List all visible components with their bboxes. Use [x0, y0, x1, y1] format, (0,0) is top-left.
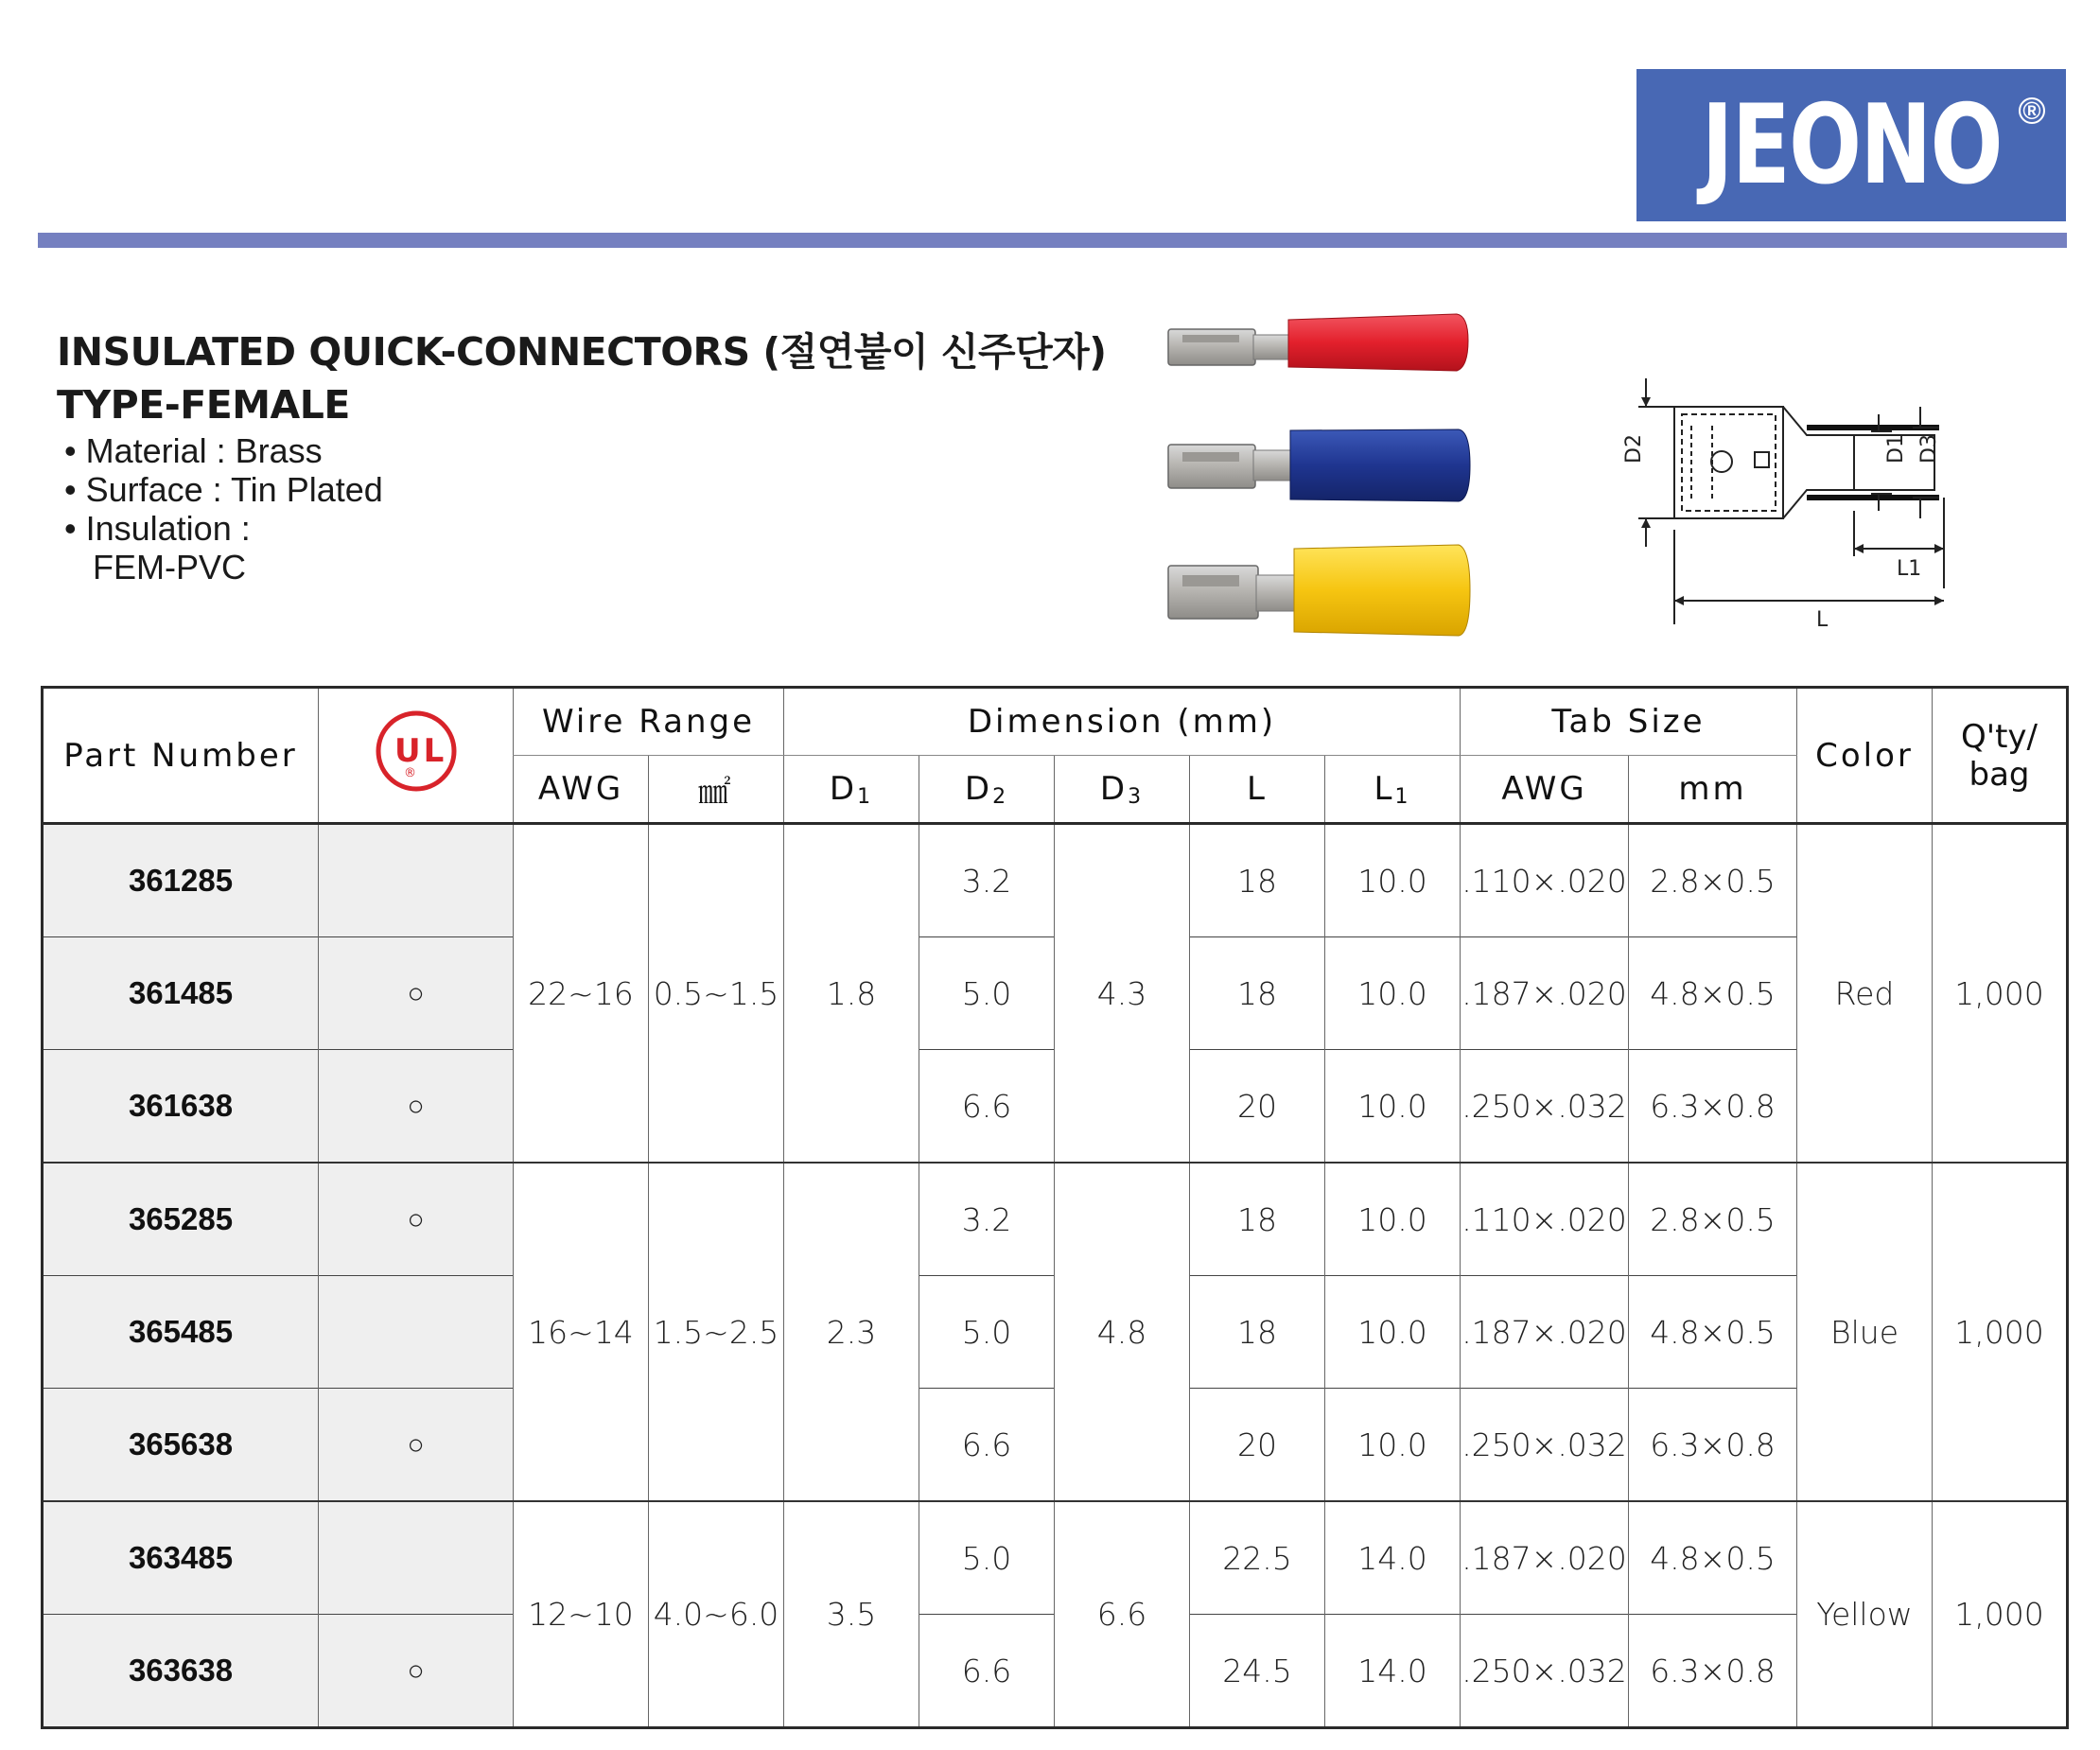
part-number-cell: 363485	[43, 1501, 319, 1615]
ul-cell	[319, 1276, 514, 1389]
header-awg: AWG	[514, 756, 649, 824]
dimension-diagram	[1618, 369, 2015, 634]
l1-cell: 14.0	[1325, 1615, 1461, 1728]
header-qty	[1933, 688, 2068, 824]
qty-cell: 1,000	[1933, 1163, 2068, 1501]
l-cell: 18	[1190, 937, 1325, 1050]
header-rule	[38, 233, 2067, 248]
d3-cell: 4.3	[1055, 824, 1190, 1164]
tab-awg-cell: .250×.032	[1461, 1050, 1629, 1164]
diagram-label-d2: D2	[1622, 434, 1646, 464]
l1-cell: 10.0	[1325, 1163, 1461, 1276]
diagram-label-l1: L1	[1897, 557, 1922, 581]
tab-awg-cell: .187×.020	[1461, 1276, 1629, 1389]
part-number-cell: 361485	[43, 937, 319, 1050]
l1-cell: 10.0	[1325, 937, 1461, 1050]
d1-cell: 3.5	[784, 1501, 919, 1728]
d2-cell: 3.2	[919, 824, 1055, 937]
spec-insulation: • Insulation :	[64, 509, 251, 548]
tab-awg-cell: .187×.020	[1461, 937, 1629, 1050]
part-number-cell: 365638	[43, 1389, 319, 1502]
tab-mm-cell: 6.3×0.8	[1629, 1615, 1797, 1728]
d2-cell: 6.6	[919, 1389, 1055, 1502]
mm2-cell: 4.0~6.0	[649, 1501, 784, 1728]
d2-cell: 3.2	[919, 1163, 1055, 1276]
ul-cell: ○	[319, 937, 514, 1050]
l-cell: 20	[1190, 1050, 1325, 1164]
header-wire-range: Wire Range	[514, 688, 784, 756]
tab-awg-cell: .250×.032	[1461, 1615, 1629, 1728]
l-cell: 22.5	[1190, 1501, 1325, 1615]
brand-name: JEONO	[1701, 80, 2002, 209]
mm2-cell: 1.5~2.5	[649, 1163, 784, 1501]
d3-cell: 6.6	[1055, 1501, 1190, 1728]
awg-cell: 16~14	[514, 1163, 649, 1501]
diagram-label-l: L	[1816, 608, 1829, 632]
l1-cell: 10.0	[1325, 1050, 1461, 1164]
title-line-2: TYPE-FEMALE	[57, 382, 350, 428]
d1-cell: 1.8	[784, 824, 919, 1164]
l-cell: 24.5	[1190, 1615, 1325, 1728]
qty-cell: 1,000	[1933, 1501, 2068, 1728]
d1-cell: 2.3	[784, 1163, 919, 1501]
header-d1: D1	[784, 756, 919, 824]
l1-cell: 10.0	[1325, 1276, 1461, 1389]
table-row	[43, 1501, 2068, 1615]
l-cell: 18	[1190, 1163, 1325, 1276]
header-qty-line2: bag	[1969, 755, 2030, 794]
blue-connector-photo	[1168, 429, 1470, 501]
registered-mark: ®	[2019, 97, 2045, 124]
tab-mm-cell: 4.8×0.5	[1629, 1276, 1797, 1389]
diagram-label-d1: D1	[1884, 434, 1908, 464]
color-cell: Blue	[1797, 1163, 1933, 1501]
tab-mm-cell: 6.3×0.8	[1629, 1050, 1797, 1164]
header-tab-mm: mm	[1629, 756, 1797, 824]
l-cell: 18	[1190, 824, 1325, 937]
header-l: L	[1190, 756, 1325, 824]
color-cell: Red	[1797, 824, 1933, 1164]
tab-awg-cell: .250×.032	[1461, 1389, 1629, 1502]
part-number-cell: 365485	[43, 1276, 319, 1389]
header-color: Color	[1797, 688, 1933, 824]
header-d2: D2	[919, 756, 1055, 824]
d2-cell: 5.0	[919, 937, 1055, 1050]
spec-insulation-value: FEM-PVC	[93, 548, 246, 586]
header-mm2: ㎟	[649, 756, 784, 824]
part-number-cell: 361285	[43, 824, 319, 937]
table-row	[43, 1163, 2068, 1276]
header-l1: L1	[1325, 756, 1461, 824]
mm2-cell: 0.5~1.5	[649, 824, 784, 1164]
part-number-cell: 365285	[43, 1163, 319, 1276]
spec-surface: • Surface : Tin Plated	[64, 470, 383, 509]
header-qty-line1: Q'ty/	[1960, 717, 2038, 756]
spec-list	[64, 431, 383, 586]
tab-mm-cell: 4.8×0.5	[1629, 937, 1797, 1050]
tab-awg-cell: .110×.020	[1461, 824, 1629, 937]
yellow-connector-photo	[1168, 545, 1470, 636]
header-d3: D3	[1055, 756, 1190, 824]
tab-awg-cell: .187×.020	[1461, 1501, 1629, 1615]
tab-awg-cell: .110×.020	[1461, 1163, 1629, 1276]
l-cell: 18	[1190, 1276, 1325, 1389]
d2-cell: 6.6	[919, 1615, 1055, 1728]
header-ul	[319, 688, 514, 824]
l1-cell: 10.0	[1325, 1389, 1461, 1502]
ul-cell: ○	[319, 1050, 514, 1164]
diagram-label-d3: D3	[1917, 434, 1941, 464]
brand-logo	[1636, 69, 2066, 221]
svg-text:®: ®	[403, 766, 419, 780]
header-dimension: Dimension (mm)	[784, 688, 1461, 756]
title-line-1: INSULATED QUICK-CONNECTORS (절연붙이 신주단자)	[57, 329, 1107, 375]
awg-cell: 12~10	[514, 1501, 649, 1728]
l1-cell: 10.0	[1325, 824, 1461, 937]
part-number-cell: 363638	[43, 1615, 319, 1728]
d2-cell: 5.0	[919, 1276, 1055, 1389]
ul-cell: ○	[319, 1163, 514, 1276]
d2-cell: 6.6	[919, 1050, 1055, 1164]
awg-cell: 22~16	[514, 824, 649, 1164]
qty-cell: 1,000	[1933, 824, 2068, 1164]
table-row	[43, 824, 2068, 937]
tab-mm-cell: 2.8×0.5	[1629, 824, 1797, 937]
tab-mm-cell: 4.8×0.5	[1629, 1501, 1797, 1615]
header-tab-awg: AWG	[1461, 756, 1629, 824]
ul-cell: ○	[319, 1615, 514, 1728]
l-cell: 20	[1190, 1389, 1325, 1502]
color-cell: Yellow	[1797, 1501, 1933, 1728]
spec-material: • Material : Brass	[64, 431, 323, 470]
header-part-number: Part Number	[43, 688, 319, 824]
red-connector-photo	[1168, 314, 1468, 371]
product-photos	[1164, 312, 1485, 653]
svg-text:UL: UL	[394, 732, 446, 770]
tab-mm-cell: 2.8×0.5	[1629, 1163, 1797, 1276]
d3-cell: 4.8	[1055, 1163, 1190, 1501]
product-title	[57, 325, 1107, 431]
ul-cell: ○	[319, 1389, 514, 1502]
ul-logo-icon	[374, 709, 459, 794]
ul-cell	[319, 1501, 514, 1615]
spec-table	[41, 686, 2069, 1729]
ul-cell	[319, 824, 514, 937]
tab-mm-cell: 6.3×0.8	[1629, 1389, 1797, 1502]
part-number-cell: 361638	[43, 1050, 319, 1164]
header-tab-size: Tab Size	[1461, 688, 1797, 756]
d2-cell: 5.0	[919, 1501, 1055, 1615]
spec-table-wrapper	[41, 686, 2069, 1729]
l1-cell: 14.0	[1325, 1501, 1461, 1615]
